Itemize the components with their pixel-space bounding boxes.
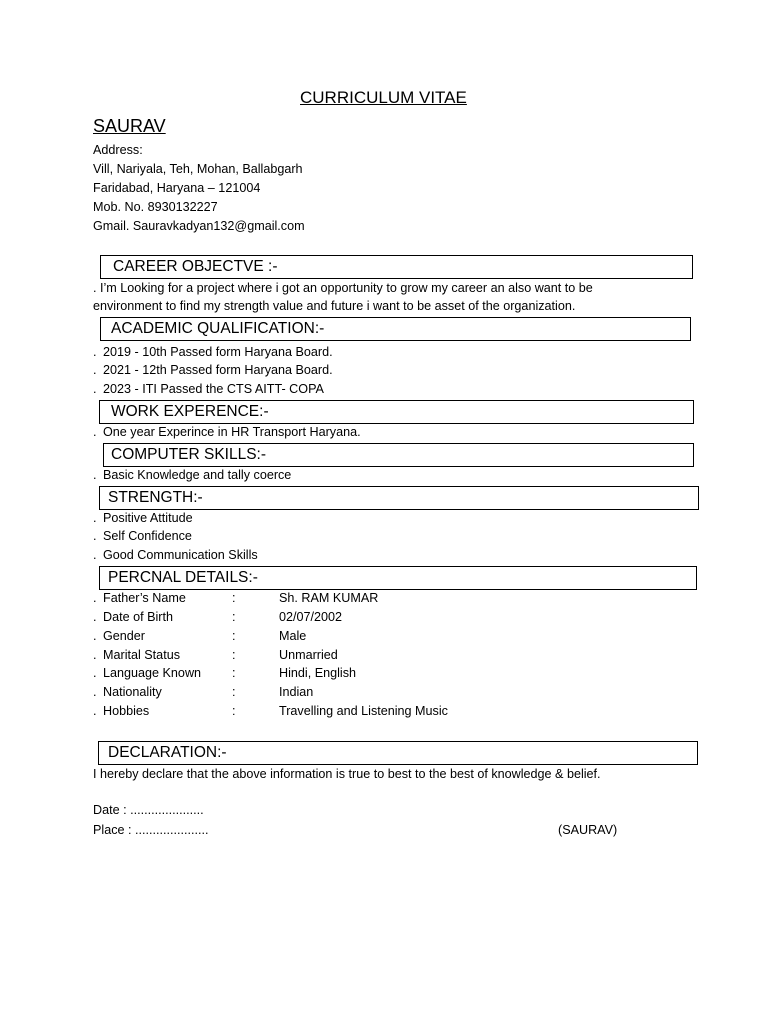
field-value: Sh. RAM KUMAR xyxy=(279,591,379,605)
list-item-text: 2023 - ITI Passed the CTS AITT- COPA xyxy=(103,382,324,396)
field-label: Gender xyxy=(103,629,146,643)
work-experience-heading-box xyxy=(99,400,694,424)
field-value: Male xyxy=(279,629,307,643)
bullet: . xyxy=(93,610,97,624)
career-objective-text-1: . I’m Looking for a project where i got an opportunity to grow my career an also want to be xyxy=(93,281,593,295)
table-row xyxy=(93,590,613,606)
field-colon: : xyxy=(232,704,236,718)
field-colon: : xyxy=(232,610,236,624)
bullet: . xyxy=(93,591,97,605)
list-item-text: 2021 - 12th Passed form Haryana Board. xyxy=(103,363,333,377)
list-item-text: Self Confidence xyxy=(103,529,192,543)
field-label: Hobbies xyxy=(103,704,150,718)
page-title: CURRICULUM VITAE xyxy=(300,88,467,107)
personal-details-heading-box xyxy=(99,566,697,590)
place-line: Place : ..................... xyxy=(93,823,209,837)
table-row xyxy=(93,647,613,663)
field-label: Nationality xyxy=(103,685,162,699)
bullet: . xyxy=(93,529,97,543)
date-line: Date : ..................... xyxy=(93,803,204,817)
table-row xyxy=(93,665,613,681)
bullet: . xyxy=(93,382,97,396)
list-item-text: Good Communication Skills xyxy=(103,548,258,562)
list-item-text: Positive Attitude xyxy=(103,511,193,525)
declaration-heading: DECLARATION:- xyxy=(108,744,227,761)
bullet: . xyxy=(93,548,97,562)
field-colon: : xyxy=(232,629,236,643)
field-colon: : xyxy=(232,648,236,662)
bullet: . xyxy=(93,425,97,439)
field-colon: : xyxy=(232,591,236,605)
list-item xyxy=(93,467,292,483)
mobile-number: Mob. No. 8930132227 xyxy=(93,200,218,214)
list-item xyxy=(93,528,192,544)
table-row xyxy=(93,684,613,700)
list-item xyxy=(93,362,333,378)
bullet: . xyxy=(93,511,97,525)
declaration-heading-box xyxy=(98,741,698,765)
field-value: Unmarried xyxy=(279,648,338,662)
computer-skills-heading-box xyxy=(103,443,694,467)
bullet: . xyxy=(93,704,97,718)
list-item-text: Basic Knowledge and tally coerce xyxy=(103,468,292,482)
academic-heading: ACADEMIC QUALIFICATION:- xyxy=(111,320,325,337)
list-item-text: One year Experince in HR Transport Haryana. xyxy=(103,425,361,439)
bullet: . xyxy=(93,648,97,662)
field-label: Language Known xyxy=(103,666,202,680)
field-value: Travelling and Listening Music xyxy=(279,704,448,718)
bullet: . xyxy=(93,468,97,482)
list-item xyxy=(93,344,333,360)
table-row xyxy=(93,703,613,719)
list-item-text: 2019 - 10th Passed form Haryana Board. xyxy=(103,345,333,359)
personal-details-heading: PERCNAL DETAILS:- xyxy=(108,569,258,586)
bullet: . xyxy=(93,345,97,359)
email-address: Gmail. Sauravkadyan132@gmail.com xyxy=(93,219,305,233)
computer-skills-heading: COMPUTER SKILLS:- xyxy=(111,446,267,463)
strength-heading: STRENGTH:- xyxy=(108,489,203,506)
work-experience-heading: WORK EXPERENCE:- xyxy=(111,403,269,420)
field-colon: : xyxy=(232,685,236,699)
bullet: . xyxy=(93,363,97,377)
strength-heading-box xyxy=(99,486,699,510)
address-label: Address: xyxy=(93,143,143,157)
bullet: . xyxy=(93,666,97,680)
list-item xyxy=(93,547,258,563)
career-objective-heading: CAREER OBJECTVE :- xyxy=(113,258,278,275)
list-item xyxy=(93,381,324,397)
address-line-1: Vill, Nariyala, Teh, Mohan, Ballabgarh xyxy=(93,162,303,176)
field-colon: : xyxy=(232,666,236,680)
bullet: . xyxy=(93,629,97,643)
table-row xyxy=(93,609,613,625)
address-line-2: Faridabad, Haryana – 121004 xyxy=(93,181,261,195)
career-objective-text-2: environment to find my strength value and future i want to be asset of the organization. xyxy=(93,299,576,313)
field-label: Date of Birth xyxy=(103,610,173,624)
candidate-name: SAURAV xyxy=(93,116,166,136)
field-label: Father’s Name xyxy=(103,591,186,605)
field-label: Marital Status xyxy=(103,648,180,662)
table-row xyxy=(93,628,613,644)
list-item xyxy=(93,510,193,526)
field-value: Indian xyxy=(279,685,314,699)
academic-heading-box xyxy=(100,317,691,341)
declaration-text: I hereby declare that the above information is true to best to the best of knowledge & belief. xyxy=(93,767,601,781)
list-item xyxy=(93,424,361,440)
field-value: 02/07/2002 xyxy=(279,610,343,624)
signature-name: (SAURAV) xyxy=(558,823,618,837)
career-objective-heading-box xyxy=(100,255,693,279)
field-value: Hindi, English xyxy=(279,666,357,680)
bullet: . xyxy=(93,685,97,699)
